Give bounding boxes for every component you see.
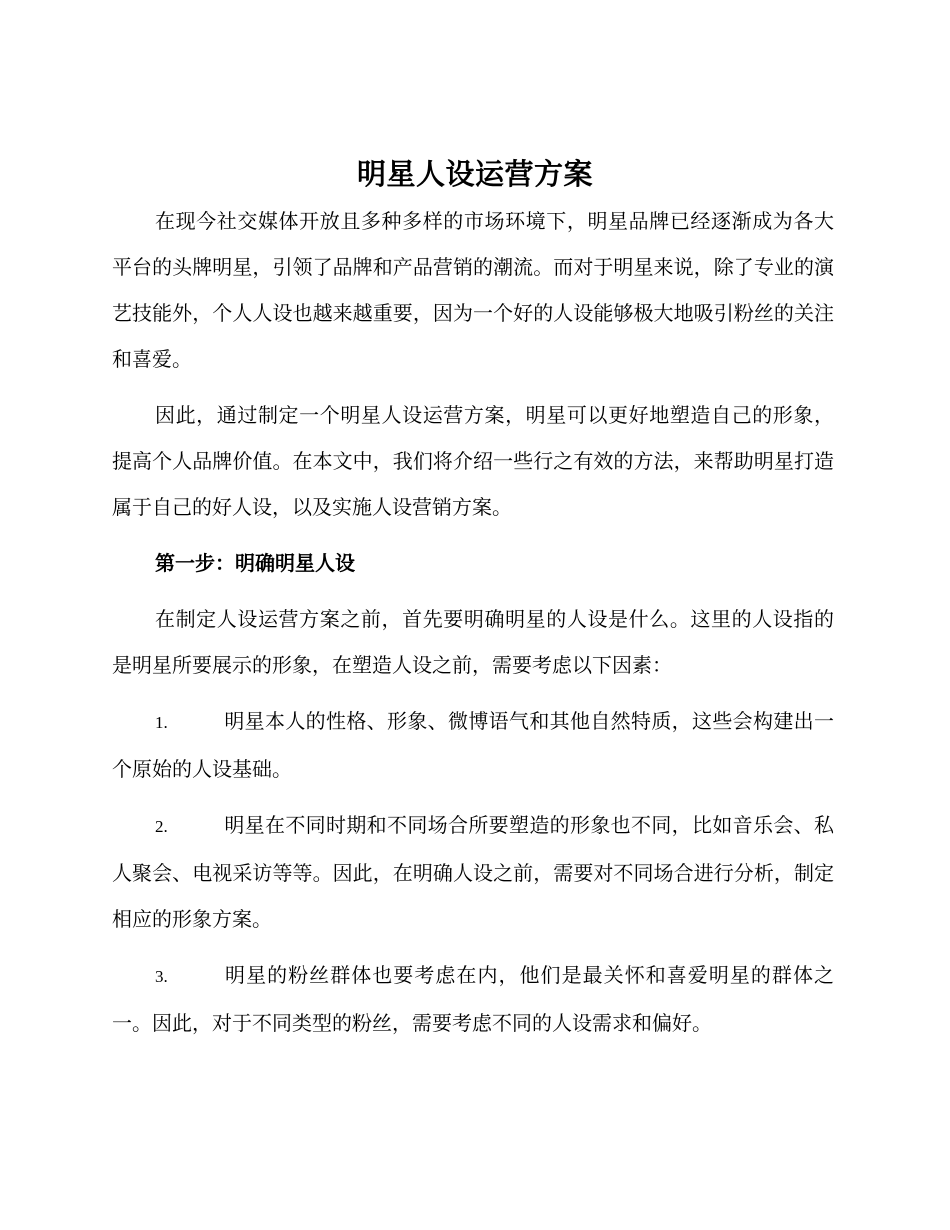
list-item-text: 明星的粉丝群体也要考虑在内，他们是最关怀和喜爱明星的群体之一。因此，对于不同类型的粉丝，需要考虑不同的人设需求和偏好。 xyxy=(112,963,834,1035)
document-title: 明星人设运营方案 xyxy=(356,157,593,191)
intro-paragraph-2: 因此，通过制定一个明星人设运营方案，明星可以更好地塑造自己的形象，提高个人品牌价值。在本文中，我们将介绍一些行之有效的方法，来帮助明星打造属于自己的好人设，以及实施人设营销方案。 xyxy=(112,403,834,519)
list-item-2 xyxy=(112,802,834,942)
document-body xyxy=(112,198,834,1046)
list-item-text: 明星本人的性格、形象、微博语气和其他自然特质，这些会构建出一个原始的人设基础。 xyxy=(112,709,834,781)
list-number: 2. xyxy=(155,817,168,836)
list-item-text: 明星在不同时期和不同场合所要塑造的形象也不同，比如音乐会、私人聚会、电视采访等等。因此，在明确人设之前，需要对不同场合进行分析，制定相应的形象方案。 xyxy=(112,813,834,931)
list-item-1 xyxy=(112,698,834,792)
intro-paragraph-1: 在现今社交媒体开放且多种多样的市场环境下，明星品牌已经逐渐成为各大平台的头牌明星，引领了品牌和产品营销的潮流。而对于明星来说，除了专业的演艺技能外，个人人设也越来越重要，因为一个好的人设能够极大地吸引粉丝的关注和喜爱。 xyxy=(112,209,834,371)
list-number: 1. xyxy=(155,713,168,732)
section-heading-step-1: 第一步：明确明星人设 xyxy=(155,551,355,575)
step-1-paragraph: 在制定人设运营方案之前，首先要明确明星的人设是什么。这里的人设指的是明星所要展示的形象，在塑造人设之前，需要考虑以下因素： xyxy=(112,607,834,677)
list-item-3 xyxy=(112,952,834,1046)
list-number: 3. xyxy=(155,967,168,986)
